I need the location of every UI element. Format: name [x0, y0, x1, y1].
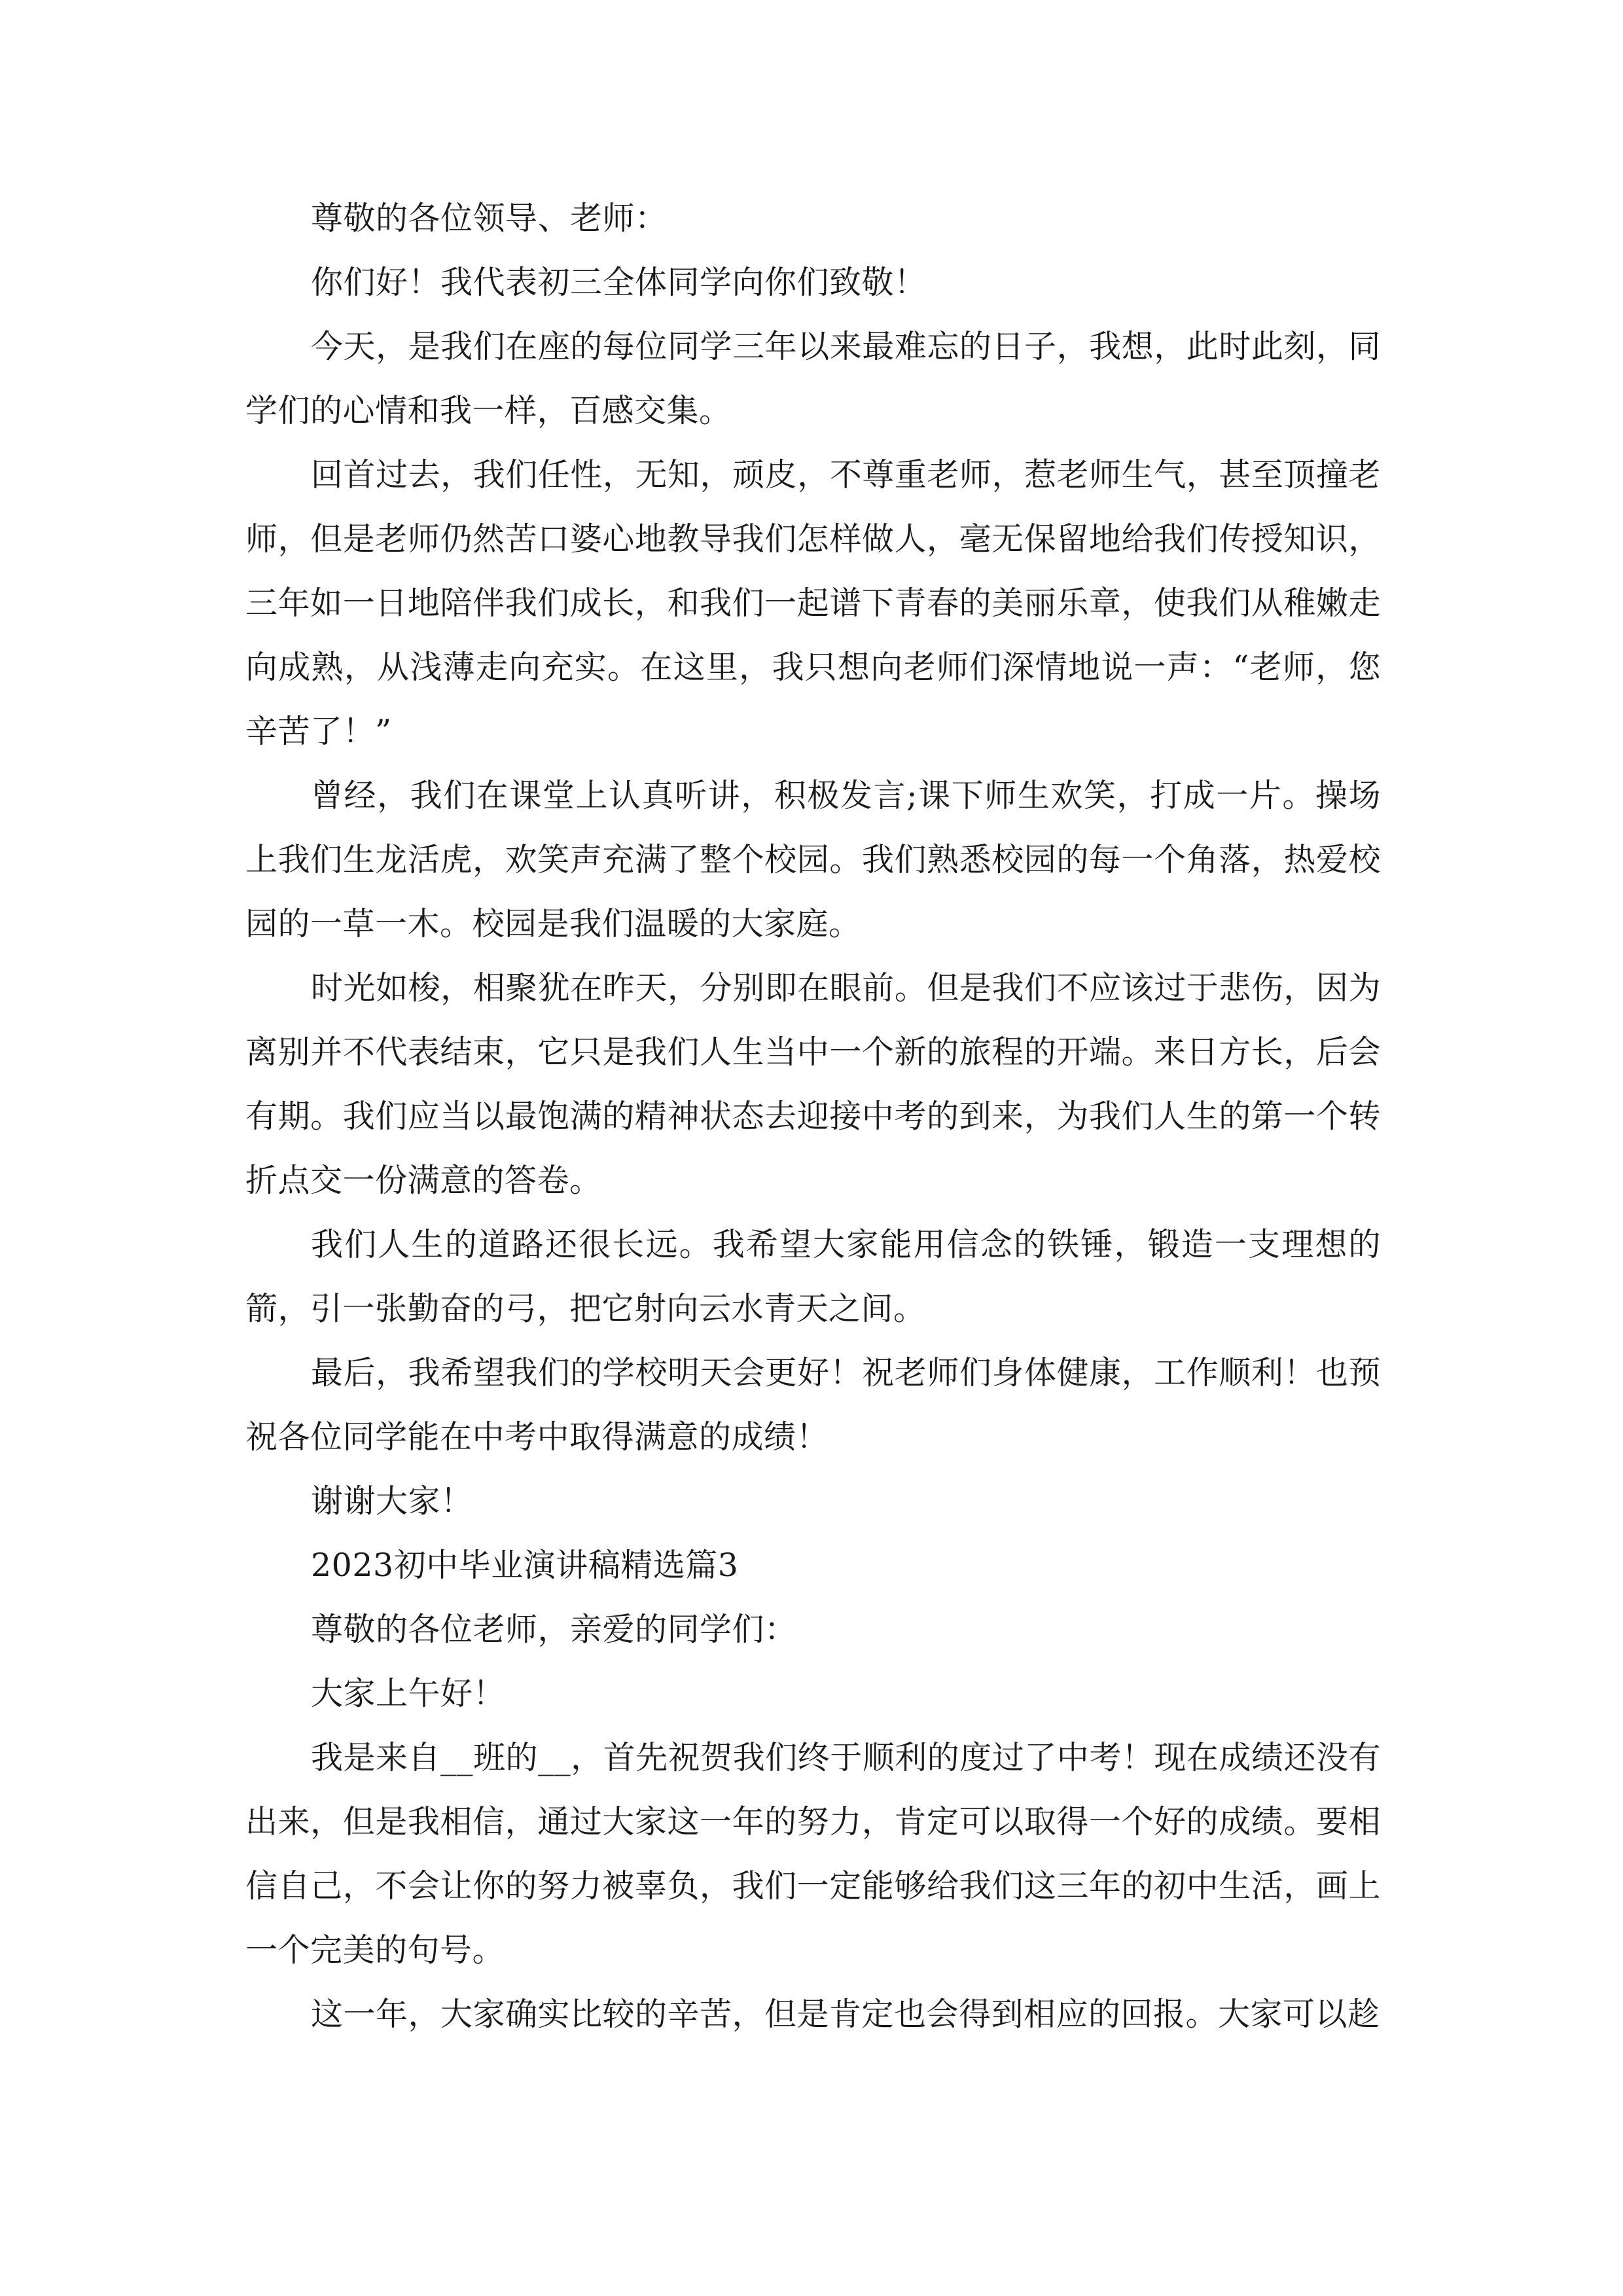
- body-paragraph: 最后，我希望我们的学校明天会更好！祝老师们身体健康，工作顺利！也预祝各位同学能在中考中取得满意的成绩！: [245, 1354, 1381, 1456]
- body-paragraph: 曾经，我们在课堂上认真听讲，积极发言;课下师生欢笑，打成一片。操场上我们生龙活虎，欢笑声充满了整个校园。我们熟悉校园的每一个角落，热爱校园的一草一木。校园是我们温暖的大家庭。: [245, 777, 1381, 942]
- body-paragraph: 这一年，大家确实比较的辛苦，但是肯定也会得到相应的回报。大家可以趁: [311, 1996, 1380, 2033]
- closing-thanks: 谢谢大家！: [311, 1482, 473, 1520]
- body-paragraph: 时光如梭，相聚犹在昨天，分别即在眼前。但是我们不应该过于悲伤，因为离别并不代表结束，它只是我们人生当中一个新的旅程的开端。来日方长，后会有期。我们应当以最饱满的精神状态去迎接中考的到来，为我们人生的第一个转折点交一份满意的答卷。: [245, 969, 1381, 1199]
- salutation: 尊敬的各位老师，亲爱的同学们：: [311, 1611, 797, 1648]
- greeting: 你们好！我代表初三全体同学向你们致敬！: [311, 264, 927, 301]
- body-paragraph: 我是来自__班的__，首先祝贺我们终于顺利的度过了中考！现在成绩还没有出来，但是我相信，通过大家这一年的努力，肯定可以取得一个好的成绩。要相信自己，不会让你的努力被辜负，我们一定能够给我们这三年的初中生活，画上一个完美的句号。: [245, 1739, 1381, 1969]
- text-column: [245, 187, 1381, 2047]
- section-heading: 2023初中毕业演讲稿精选篇3: [311, 1547, 739, 1584]
- greeting: 大家上午好！: [311, 1675, 506, 1712]
- body-paragraph: 今天，是我们在座的每位同学三年以来最难忘的日子，我想，此时此刻，同学们的心情和我一样，百感交集。: [245, 328, 1381, 429]
- body-paragraph: 我们人生的道路还很长远。我希望大家能用信念的铁锤，锻造一支理想的箭，引一张勤奋的弓，把它射向云水青天之间。: [245, 1226, 1381, 1327]
- salutation: 尊敬的各位领导、老师：: [311, 200, 668, 237]
- body-paragraph: 回首过去，我们任性，无知，顽皮，不尊重老师，惹老师生气，甚至顶撞老师，但是老师仍然苦口婆心地教导我们怎样做人，毫无保留地给我们传授知识，三年如一日地陪伴我们成长，和我们一起谱下青春的美丽乐章，使我们从稚嫩走向成熟，从浅薄走向充实。在这里，我只想向老师们深情地说一声：“老师，您辛苦了！”: [245, 456, 1381, 750]
